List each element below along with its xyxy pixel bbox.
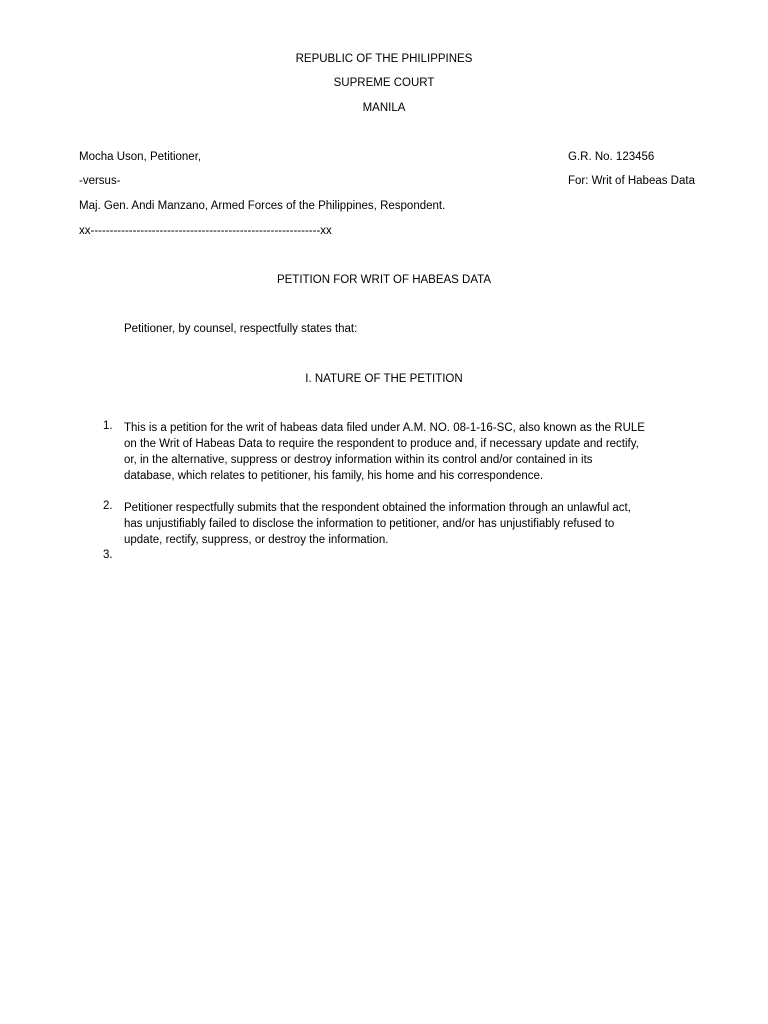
list-number: 2. xyxy=(103,500,113,512)
caption-separator: xx------------------------------------------------------------xx xyxy=(79,225,332,237)
text-line: database, which relates to petitioner, his family, his home and his correspondence. xyxy=(124,470,544,482)
text-line: Petitioner respectfully submits that the respondent obtained the information through an unlawful act, xyxy=(124,502,631,514)
court-header-republic: REPUBLIC OF THE PHILIPPINES xyxy=(295,53,473,65)
list-number: 3. xyxy=(103,549,113,561)
court-header-supreme-court: SUPREME COURT xyxy=(333,77,435,89)
petition-title: PETITION FOR WRIT OF HABEAS DATA xyxy=(276,274,492,286)
text-line: update, rectify, suppress, or destroy the information. xyxy=(124,534,389,546)
gr-number: G.R. No. 123456 xyxy=(568,151,655,163)
text-line: on the Writ of Habeas Data to require the respondent to produce and, if necessary update and rectify, xyxy=(124,438,639,450)
text-line: This is a petition for the writ of habeas data filed under A.M. NO. 08-1-16-SC, also known as the RULE xyxy=(124,422,645,434)
list-item-text xyxy=(124,500,702,548)
text-line: or, in the alternative, suppress or destroy information within its control and/or contained in its xyxy=(124,454,593,466)
section-heading: I. NATURE OF THE PETITION xyxy=(305,373,463,385)
respondent-name: Maj. Gen. Andi Manzano, Armed Forces of the Philippines, Respondent. xyxy=(79,200,446,212)
list-number: 1. xyxy=(103,420,113,432)
intro-statement: Petitioner, by counsel, respectfully states that: xyxy=(124,323,358,335)
versus-label: -versus- xyxy=(79,175,121,187)
writ-type: For: Writ of Habeas Data xyxy=(568,175,695,187)
text-line: has unjustifiably failed to disclose the information to petitioner, and/or has unjustifiably refused to xyxy=(124,518,615,530)
court-header-manila: MANILA xyxy=(362,102,406,114)
list-item-text xyxy=(124,420,702,484)
petitioner-name: Mocha Uson, Petitioner, xyxy=(79,151,202,163)
